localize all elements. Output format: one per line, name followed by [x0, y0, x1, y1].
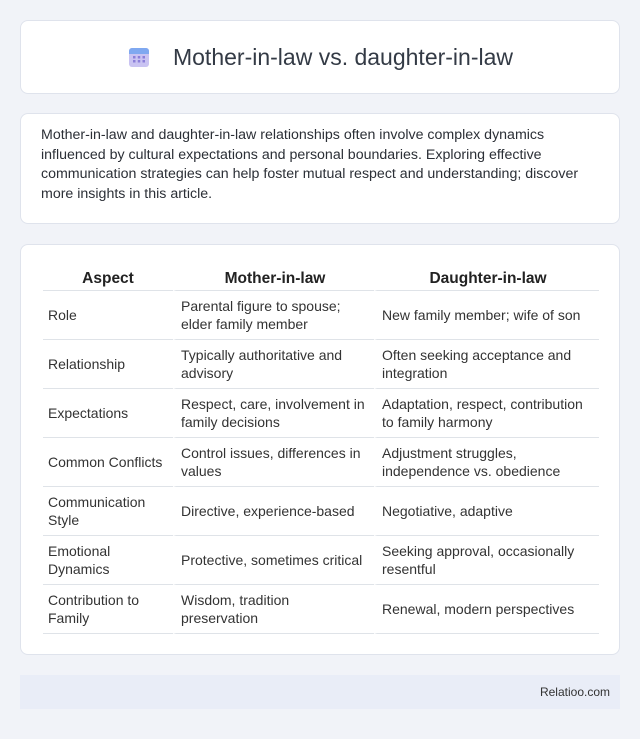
header-daughter-in-law: Daughter-in-law — [374, 261, 599, 291]
calendar-grid-icon — [127, 45, 151, 69]
cell-aspect: Common Conflicts — [43, 438, 173, 487]
cell-aspect: Emotional Dynamics — [43, 536, 173, 585]
title-card — [20, 20, 620, 94]
cell-aspect: Relationship — [43, 340, 173, 389]
cell-daughter: Seeking approval, occasionally resentful — [374, 536, 599, 585]
cell-aspect: Communication Style — [43, 487, 173, 536]
footer — [20, 675, 620, 709]
page-title: Mother-in-law vs. daughter-in-law — [172, 43, 513, 70]
cell-mother: Control issues, differences in values — [173, 438, 374, 487]
cell-mother: Parental figure to spouse; elder family member — [173, 291, 374, 340]
cell-aspect: Role — [43, 291, 173, 340]
comparison-card — [20, 244, 620, 655]
intro-card — [20, 113, 620, 224]
cell-daughter: Adjustment struggles, independence vs. obedience — [374, 438, 599, 487]
cell-mother: Protective, sometimes critical — [173, 536, 374, 585]
table-row — [43, 487, 599, 536]
cell-aspect: Expectations — [43, 389, 173, 438]
table-row — [43, 536, 599, 585]
cell-mother: Typically authoritative and advisory — [173, 340, 374, 389]
footer-brand[interactable]: Relatioo.com — [539, 685, 610, 699]
cell-daughter: New family member; wife of son — [374, 291, 599, 340]
table-row — [43, 291, 599, 340]
table-row — [43, 438, 599, 487]
cell-daughter: Adaptation, respect, contribution to family harmony — [374, 389, 599, 438]
table-row — [43, 389, 599, 438]
cell-mother: Respect, care, involvement in family decisions — [173, 389, 374, 438]
cell-daughter: Renewal, modern perspectives — [374, 585, 599, 634]
cell-daughter: Often seeking acceptance and integration — [374, 340, 599, 389]
table-row — [43, 340, 599, 389]
header-aspect: Aspect — [43, 261, 173, 291]
cell-mother: Directive, experience-based — [173, 487, 374, 536]
cell-mother: Wisdom, tradition preservation — [173, 585, 374, 634]
intro-paragraph: Mother-in-law and daughter-in-law relationships often involve complex dynamics influenced by cultural expectations and personal boundaries. Exploring effective communication strategies can help foster mutual respect and understanding; discover more insights in this article. — [41, 127, 579, 202]
cell-daughter: Negotiative, adaptive — [374, 487, 599, 536]
comparison-table — [43, 261, 599, 634]
table-row — [43, 585, 599, 634]
table-header-row — [43, 261, 599, 291]
header-mother-in-law: Mother-in-law — [173, 261, 374, 291]
cell-aspect: Contribution to Family — [43, 585, 173, 634]
